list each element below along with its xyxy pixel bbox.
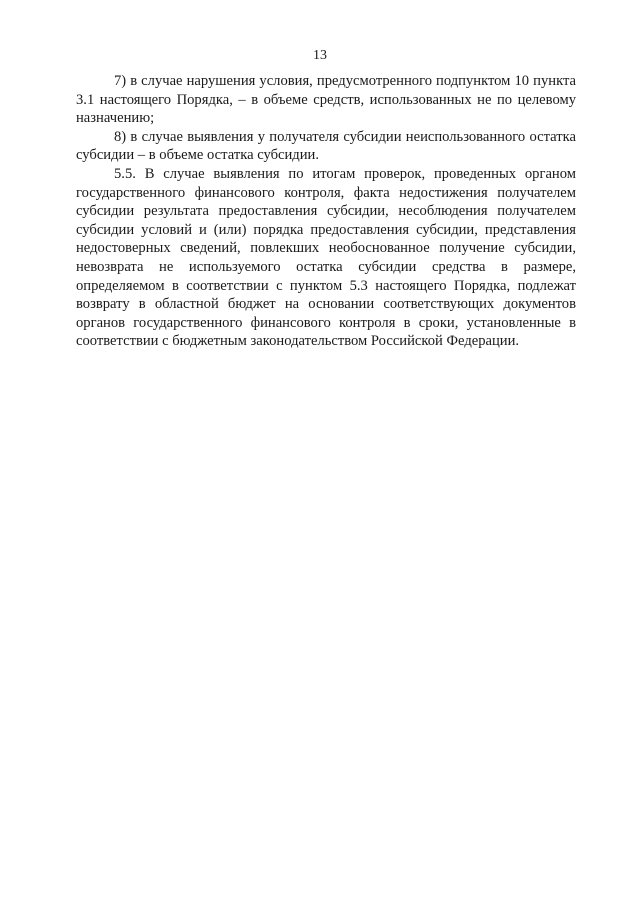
document-body (76, 72, 576, 351)
page-number: 13 (313, 48, 327, 63)
paragraph-item-7: 7) в случае нарушения условия, предусмотренного подпунктом 10 пункта 3.1 настоящего Порядка, – в объеме средств, использованных не по целевому назначению; (76, 73, 576, 127)
paragraph-clause-5-5: 5.5. В случае выявления по итогам проверок, проведенных органом государственного финансового контроля, факта недостижения получателем субсидии результата предоставления субсидии, несоблюдения получателем субсидии условий и (или) порядка предоставления субсидии, представления недостоверных сведений, повлекших необоснованное получение субсидии, невозврата не используемого остатка субсидии средства в размере, определяемом в соответствии с пунктом 5.3 настоящего Порядка, подлежат возврату в областной бюджет на основании соответствующих документов органов государственного финансового контроля в сроки, установленные в соответствии с бюджетным законодательством Российской Федерации. (76, 165, 576, 350)
paragraph-item-8: 8) в случае выявления у получателя субсидии неиспользованного остатка субсидии – в объеме остатка субсидии. (76, 128, 576, 164)
